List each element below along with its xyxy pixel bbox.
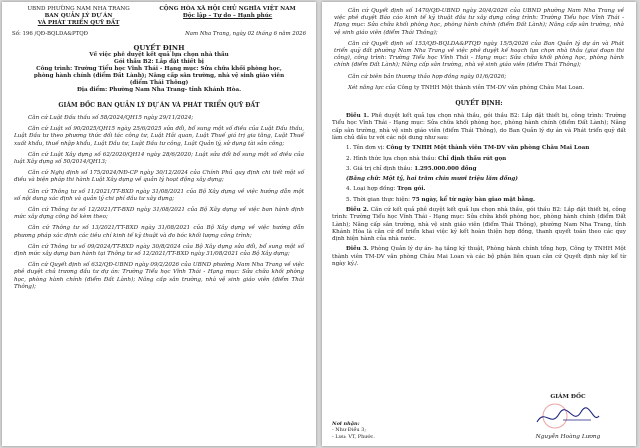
- decide-heading: QUYẾT ĐỊNH:: [455, 100, 503, 108]
- document-date: Nam Nha Trang, ngày 02 tháng 6 năm 2026: [185, 31, 306, 37]
- legal-basis: Căn cứ biên bản thương thảo hợp đồng ngày 01/6/2026;: [348, 73, 507, 80]
- article-label: Điều 3.: [346, 246, 369, 253]
- recipient-item: - Như Điều 3;: [332, 427, 367, 434]
- basis-text: Xét năng lực của: [348, 84, 398, 91]
- signer-name: Nguyễn Hoàng Lương: [535, 434, 601, 440]
- legal-basis: Căn cứ Thông tư số 11/2021/TT-BXD ngày 31/08/2021 của Bộ Xây dựng về việc hướng dẫn một số nội dung xác định và quản lý chi phí đầu tư xây dựng;: [14, 188, 304, 202]
- decision-page-2: [322, 2, 636, 446]
- legal-basis: Căn cứ Nghị định số 175/2024/NĐ-CP ngày 30/12/2024 của Chính Phủ quy định chi tiết một số điều và biện pháp thi hành Luật Xây dựng về quản lý hoạt động xây dựng;: [14, 170, 304, 184]
- list-item: [322, 166, 636, 173]
- item-value: 75 ngày, kể từ ngày bàn giao mặt bằng.: [411, 196, 535, 203]
- legal-basis: Căn cứ Thông tư số 12/2021/TT-BXD ngày 31/08/2021 của Bộ Xây dựng về việc ban hành định mức xây dựng công bố kèm theo;: [14, 207, 304, 221]
- national-heading: [147, 6, 308, 20]
- legal-basis: [322, 85, 636, 92]
- national-title: CỘNG HÒA XÃ HỘI CHỦ NGHĨA VIỆT NAM: [159, 6, 296, 12]
- subject-line-1: Về việc phê duyệt kết quả lựa chọn nhà thầu: [89, 52, 229, 58]
- item-value: Chỉ định thầu rút gọn: [437, 155, 507, 162]
- legal-basis: Căn cứ Luật số 90/2025/QH15 ngày 25/6/2025 sửa đổi, bổ sung một số điều của Luật Đấu thầu, Luật Đầu tư theo phương thức đối tác công tư, Luật Hải quan, Luật Thuế giá trị gia tăng, Luật Thuế xuất khẩu, thuế nhập khẩu, Luật Đầu tư, Luật Đầu tư công, Luật Quản lý, sử dụng tài sản công;: [14, 126, 304, 147]
- agency-line-3: VÀ PHÁT TRIỂN QUỸ ĐẤT: [37, 20, 120, 26]
- list-item: [322, 145, 636, 152]
- item-value: 1.295.000.000 đồng: [414, 165, 477, 172]
- legal-basis: Căn cứ Luật Đấu thầu số 58/2024/QH15 ngày 29/11/2024;: [28, 115, 194, 121]
- item-label: 3. Giá trị chỉ định thầu:: [346, 165, 415, 172]
- item-label: 4. Loại hợp đồng:: [346, 186, 398, 193]
- recipients-title: Nơi nhận:: [332, 420, 360, 427]
- legal-basis: Căn cứ Luật Xây dựng số 62/2020/QH14 ngày 28/6/2020; Luật sửa đổi bổ sung một số điều của luật Xây dựng số 50/2014/QH13;: [14, 151, 304, 166]
- article-2: [322, 207, 636, 243]
- recipient-item: - Lưu: VT, Phước.: [332, 433, 375, 440]
- subject-line-2: Gói thầu B2: Lắp đặt thiết bị: [114, 59, 204, 65]
- document-meta: [2, 27, 316, 37]
- list-item: [322, 197, 636, 204]
- article-text: Căn cứ kết quả phê duyệt kết quả lựa chọn nhà thầu, gói thầu B2: Lắp đặt thiết bị, công trình: Trường Tiểu học Vĩnh Thái - Hạng mục: Sửa chữa khối phòng học, phòng hành chính (điểm Đất Lành); Nâng cấp sân trường, nhà vệ sinh giáo viên (điểm Thái Thông), phường Nam Nha Trang, tỉnh Khánh Hòa là căn cứ để triển khai việc ký kết hoàn thiện hợp đồng, thanh quyết toán theo các quy định hiện hành của nhà nước.: [332, 207, 626, 243]
- list-item: [322, 186, 636, 193]
- document-header: [2, 2, 316, 27]
- national-motto: Độc lập – Tự do – Hạnh phúc: [182, 13, 273, 19]
- legal-basis: Căn cứ Thông tư số 09/2024/TT-BXD ngày 30/8/2024 của Bộ Xây dựng sửa đổi, bổ sung một số định mức xây dựng ban hành tại Thông tư số 12/2021/TT-BXD ngày 31/08/2021 của Bộ Xây dựng;: [14, 243, 304, 258]
- item-label: 2. Hình thức lựa chọn nhà thầu:: [346, 155, 438, 162]
- signature-image: [533, 402, 603, 432]
- item-label: 5. Thời gian thực hiện:: [346, 196, 412, 203]
- subject-location: Địa điểm: Phường Nam Nha Trang- tỉnh Khánh Hòa.: [76, 87, 242, 93]
- item-value: Trọn gói.: [397, 186, 426, 193]
- item-label: 1. Tên đơn vị:: [346, 145, 387, 152]
- article-label: Điều 2.: [346, 207, 369, 213]
- article-text: Phê duyệt kết quả lựa chọn nhà thầu, gói thầu B2: Lắp đặt thiết bị, công trình: Trường Tiểu học Vĩnh Thái - Hạng mục: Sửa chữa khối phòng học, phòng hành chính (điểm Đất Lành); Nâng cấp sân trường, nhà vệ sinh giáo viên (điểm Thái Thông), do Ban Quản lý dự án và Phát triển quỹ đất làm chủ đầu tư với các nội dung như sau:: [332, 113, 626, 141]
- subject-line-5: (điểm Thái Thông): [129, 80, 189, 86]
- legal-basis: Căn cứ Thông tư số 13/2021/TT-BXD ngày 31/08/2021 của Bộ Xây dựng về việc hướng dẫn phương pháp xác định các tiêu chí kinh tế kỹ thuật và đo bóc khối lượng công trình;: [14, 225, 304, 239]
- page-title: QUYẾT ĐỊNH: [133, 44, 185, 52]
- article-label: Điều 1.: [346, 113, 369, 120]
- legal-basis: Căn cứ Quyết định số 153/QĐ-BQLDA&PTQĐ ngày 15/5/2026 của Ban Quản lý dự án và Phát triển quỹ đất phường Nam Nha Trang về việc phê duyệt kế hoạch lựa chọn nhà thầu (giai đoạn thi công), công trình: Trường Tiểu học Vĩnh Thái - Hạng mục: Sửa chữa khối phòng học, phòng hành chính (điểm Đất Lành); Nâng cấp sân trường, nhà vệ sinh giáo viên (điểm Thái Thông);: [334, 40, 624, 69]
- legal-basis: Căn cứ Quyết định số 632/QĐ-UBND ngày 09/2/2026 của UBND phường Nam Nha Trang về việc phê duyệt chủ trương đầu tư dự án: Trường Tiểu học Vĩnh Thái - Hạng mục: Sửa chữa khối phòng học, phòng hành chính (điểm Đất Lành); Nâng cấp sân trường, nhà vệ sinh giáo viên (điểm Thái Thông);: [14, 262, 304, 290]
- subject-line-3: Công trình: Trường Tiểu học Vĩnh Thái - Hạng mục: Sửa chữa khối phòng học,: [36, 66, 282, 72]
- amount-in-words: (Bằng chữ: Một tỷ, hai trăm chín mươi triệu lăm đồng): [346, 176, 518, 183]
- recipients: [332, 421, 442, 440]
- article-1: [322, 113, 636, 142]
- document-number: Số: 196 /QĐ-BQLDA&PTQĐ: [12, 31, 88, 37]
- articles: [322, 113, 636, 268]
- decision-page-1: [2, 2, 316, 446]
- article-3: [322, 246, 636, 268]
- agency-line-2: BAN QUẢN LÝ DỰ ÁN: [44, 13, 113, 19]
- list-item: [322, 156, 636, 163]
- issuing-agency: [10, 6, 147, 27]
- subject-line-4: phòng hành chính (điểm Đất Lành); Nâng cấp sân trường, nhà vệ sinh giáo viên: [33, 73, 285, 79]
- article-text: Phòng Quản lý dự án- hạ tầng kỹ thuật, Phòng hành chính tổng hợp, Công ty TNHH Một thành viên TM-DV văn phòng Châu Mai Loan và các bộ phận liên quan căn cứ Quyết định này kể từ ngày ký./.: [332, 246, 626, 268]
- authority-heading: GIÁM ĐỐC BAN QUẢN LÝ DỰ ÁN VÀ PHÁT TRIỂN QUỸ ĐẤT: [58, 102, 260, 109]
- contractor-name: Công ty TNHH Một thành viên TM-DV văn phòng Châu Mai Loan.: [397, 84, 585, 91]
- signer-title: GIÁM ĐỐC: [550, 394, 586, 400]
- legal-basis: Căn cứ Quyết định số 1470/QĐ-UBND ngày 20/4/2026 của UBND phường Nam Nha Trang về việc phê duyệt Báo cáo kinh tế kỹ thuật đầu tư xây dựng công trình: Trường Tiểu học Vĩnh Thái - Hạng mục: Sửa chữa khối phòng học, phòng hành chính (điểm Đất Lành); Nâng cấp sân trường, nhà vệ sinh giáo viên (điểm Thái Thông);: [334, 8, 624, 36]
- agency-line-1: UBND PHƯỜNG NAM NHA TRANG: [27, 6, 130, 12]
- item-value: Công ty TNHH Một thành viên TM-DV văn phòng Châu Mai Loan: [386, 145, 590, 152]
- signature-block: [508, 394, 628, 440]
